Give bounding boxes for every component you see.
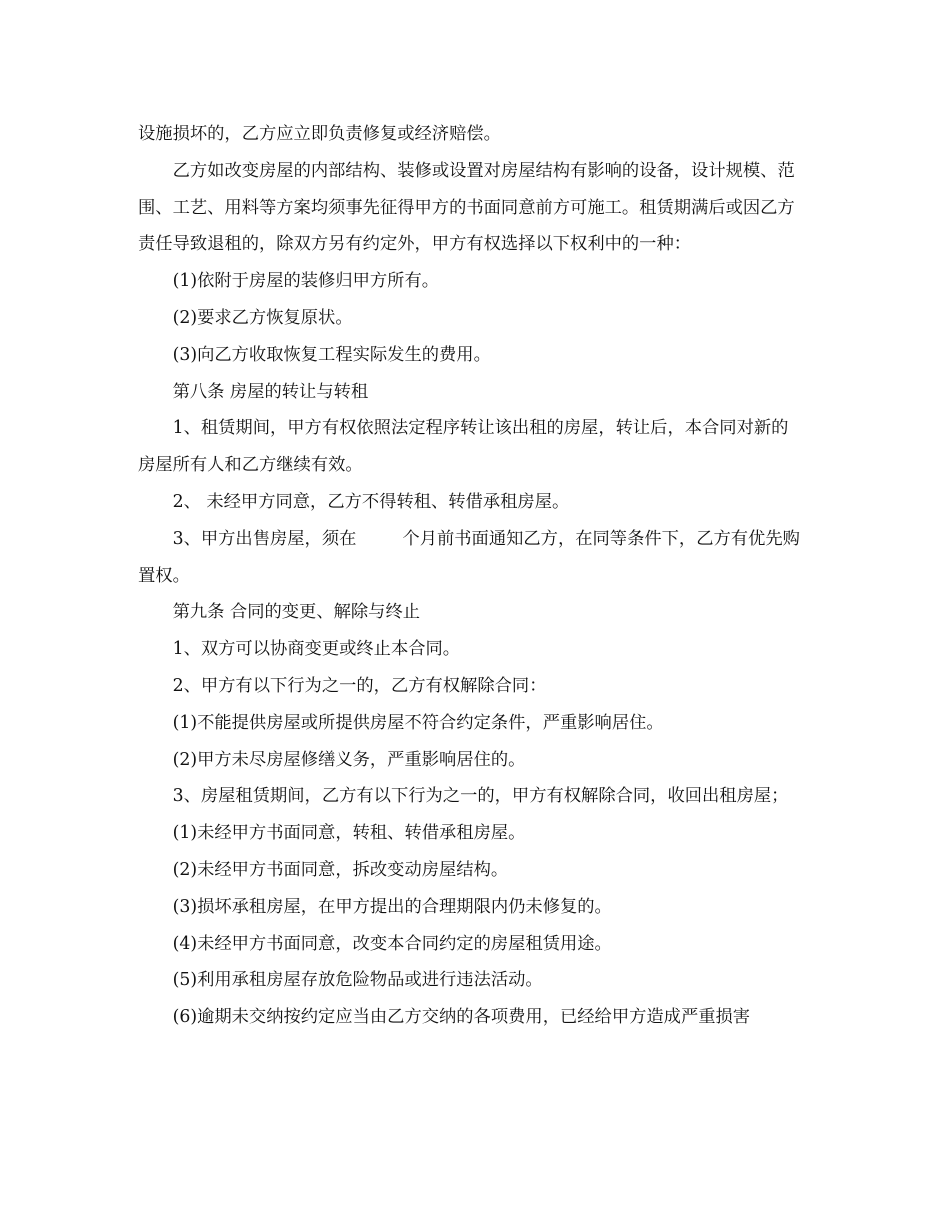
list-item-not-provided: (1)不能提供房屋或所提供房屋不符合约定条件，严重影响居住。 <box>172 712 664 733</box>
list-item-damage-unrepaired: (3)损坏承租房屋，在甲方提出的合理期限内仍未修复的。 <box>172 896 612 917</box>
list-item-use-change: (4)未经甲方书面同意，改变本合同约定的房屋租赁用途。 <box>172 933 612 954</box>
clause-tenant-termination: 2、甲方有以下行为之一的，乙方有权解除合同： <box>172 675 547 696</box>
list-item-renovation-owned: (1)依附于房屋的装修归甲方所有。 <box>172 271 440 292</box>
list-item-unauthorized-sublet: (1)未经甲方书面同意，转租、转借承租房屋。 <box>172 823 526 844</box>
clause-landlord-termination: 3、房屋租赁期间，乙方有以下行为之一的，甲方有权解除合同，收回出租房屋； <box>172 786 789 807</box>
article-8-heading: 第八条 房屋的转让与转租 <box>172 381 369 402</box>
clause-mutual-change: 1、双方可以协商变更或终止本合同。 <box>172 639 461 660</box>
paragraph-renovation-terms: 乙方如改变房屋的内部结构、装修或设置对房屋结构有影响的设备，设计规模、范围、工艺、用料等方案均须事先征得甲方的书面同意前方可施工。租赁期满后或因乙方责任导致退租的，除双方另有约定外，甲方有权选择以下权利中的一种： <box>138 160 795 255</box>
list-item-illegal-activity: (5)利用承租房屋存放危险物品或进行违法活动。 <box>172 970 543 991</box>
clause-preemptive-right <box>138 521 802 595</box>
clause-no-sublet: 2、 未经甲方同意，乙方不得转租、转借承租房屋。 <box>172 491 570 512</box>
paragraph-facility-damage: 设施损坏的，乙方应立即负责修复或经济赔偿。 <box>138 124 501 144</box>
list-item-structure-change: (2)未经甲方书面同意，拆改变动房屋结构。 <box>172 859 509 880</box>
list-item-no-repair: (2)甲方未尽房屋修缮义务，严重影响居住的。 <box>172 749 526 770</box>
clause-preemptive-right-before: 3、甲方出售房屋，须在 <box>172 528 357 549</box>
article-9-heading: 第九条 合同的变更、解除与终止 <box>172 602 421 623</box>
clause-preemptive-right-after: 个月前书面通知乙方，在同等条件下，乙方有优先购置权。 <box>138 528 800 586</box>
document-body <box>138 116 802 1036</box>
list-item-restoration-cost: (3)向乙方收取恢复工程实际发生的费用。 <box>172 344 491 365</box>
clause-transfer-valid: 1、租赁期间，甲方有权依照法定程序转让该出租的房屋，转让后，本合同对新的房屋所有人和乙方继续有效。 <box>138 418 789 476</box>
list-item-overdue-fees: (6)逾期未交纳按约定应当由乙方交纳的各项费用，已经给甲方造成严重损害 <box>172 1007 751 1028</box>
list-item-restore-original: (2)要求乙方恢复原状。 <box>172 307 353 328</box>
